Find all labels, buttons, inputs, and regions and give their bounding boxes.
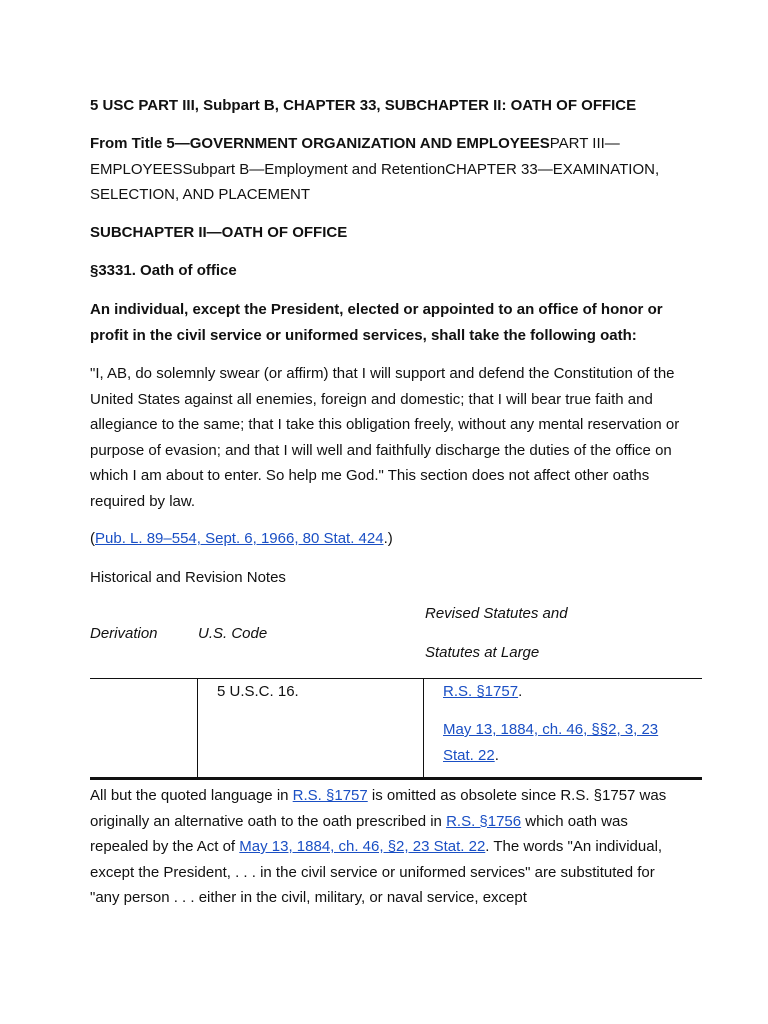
cell-may-1884 xyxy=(443,717,658,768)
source-path xyxy=(90,131,690,208)
revision-notes-text xyxy=(90,783,688,911)
chapter-line: SELECTION, AND PLACEMENT xyxy=(90,186,311,203)
table-top-rule xyxy=(90,678,702,679)
header-us-code: U.S. Code xyxy=(198,625,268,642)
cell-us-code: 5 U.S.C. 16. xyxy=(217,683,299,700)
citation-close: .) xyxy=(383,530,393,547)
header-derivation: Derivation xyxy=(90,625,158,642)
table-bottom-rule xyxy=(90,777,702,780)
period: . xyxy=(518,683,523,700)
act-may-1884-link[interactable]: May 13, 1884, ch. 46, §2, 23 Stat. 22 xyxy=(239,838,486,855)
section-heading: §3331. Oath of office xyxy=(90,262,237,279)
header-revised-statutes: Revised Statutes and xyxy=(425,605,568,622)
citation xyxy=(90,526,690,552)
notes-text-3: which oath was repealed by the Act of xyxy=(90,812,628,855)
may-1884-link-line2: Stat. 22 xyxy=(443,746,495,764)
table-divider-2 xyxy=(423,678,424,779)
notes-text-2: is omitted as obsolete since R.S. §1757 was originally an alternative oath to the oath prescribed in xyxy=(90,787,667,830)
period: . xyxy=(494,746,499,764)
rs-1756-link[interactable]: R.S. §1756 xyxy=(446,812,522,830)
subpart-line: EMPLOYEESSubpart B—Employment and RetentionCHAPTER 33—EXAMINATION, xyxy=(90,160,660,178)
part-label: PART III— xyxy=(549,135,620,152)
cell-rs-1757 xyxy=(443,679,522,705)
table-divider-1 xyxy=(197,678,198,779)
document-heading: 5 USC PART III, Subpart B, CHAPTER 33, SUBCHAPTER II: OATH OF OFFICE xyxy=(90,97,637,114)
may-1884-link-line1: May 13, 1884, ch. 46, §§2, 3, 23 xyxy=(443,721,659,738)
header-statutes-at-large: Statutes at Large xyxy=(425,644,540,661)
notes-text-1: All but the quoted language in xyxy=(90,787,293,804)
pub-law-link[interactable]: Pub. L. 89–554, Sept. 6, 1966, 80 Stat. 424 xyxy=(95,530,384,547)
oath-intro: An individual, except the President, elected or appointed to an office of honor or profit in the civil service or uniformed services, shall take the following oath: xyxy=(90,301,663,344)
notes-text-4: . The words "An individual, except the President, . . . in the civil service or uniformed services" are substituted for "any person . . . either in the civil, military, or naval service, except xyxy=(90,838,663,906)
may-1884-link[interactable] xyxy=(443,721,658,764)
notes-title: Historical and Revision Notes xyxy=(90,569,286,586)
oath-text: "I, AB, do solemnly swear (or affirm) that I will support and defend the Constitution of the United States against all enemies, foreign and domestic; that I will bear true faith and allegiance to the same; that I take this obligation freely, without any mental reservation or purpose of evasion; and that I will well and faithfully discharge the duties of the office on which I am about to enter. So help me God." This section does not affect other oaths required by law. xyxy=(90,365,680,510)
rs-1757-link-inline[interactable]: R.S. §1757 xyxy=(292,787,368,804)
title-5-label: From Title 5—GOVERNMENT ORGANIZATION AND EMPLOYEES xyxy=(90,135,550,152)
subchapter-heading: SUBCHAPTER II—OATH OF OFFICE xyxy=(90,224,348,241)
citation-open: ( xyxy=(90,530,95,547)
rs-1757-link[interactable]: R.S. §1757 xyxy=(443,683,519,700)
